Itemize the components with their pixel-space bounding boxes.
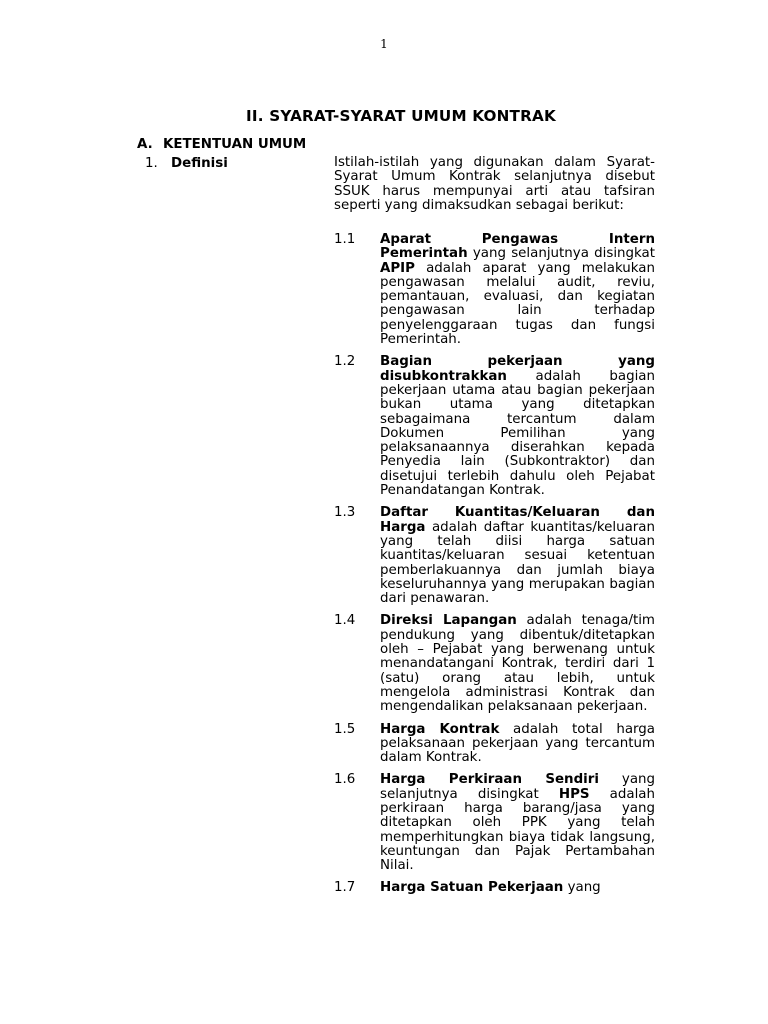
definition-body-cont: adalah perkiraan harga barang/jasa yang ditetapkan oleh PPK yang telah memperhitungkan biaya tidak langsung, keuntungan dan Pajak Pertambahan Nilai. [380,786,655,874]
definition-item [334,614,655,714]
definition-item [334,723,655,766]
definition-text [380,773,655,873]
definition-text [380,723,655,766]
definition-item [334,506,655,606]
definition-term: Aparat Pengawas Intern Pemerintah [380,232,655,262]
definition-number: 1.3 [334,505,356,521]
definition-term: Direksi Lapangan [380,613,517,629]
definition-number: 1.6 [334,772,356,788]
section-heading [137,137,306,152]
document-title: II. SYARAT-SYARAT UMUM KONTRAK [246,107,556,125]
definition-number: 1.2 [334,354,356,370]
definition-body: adalah daftar kuantitas/keluaran yang telah diisi harga satuan kuantitas/keluaran sesuai ketentuan pemberlakuannya dan jumlah biaya keseluruhannya yang merupakan bagian dari penawaran. [380,519,655,607]
item-label: Definisi [171,156,228,171]
definition-body: adalah total harga pelaksanaan pekerjaan yang tercantum dalam Kontrak. [380,721,655,766]
definition-term: Harga Satuan Pekerjaan [380,880,564,896]
definition-number: 1.1 [334,232,356,247]
page-number: 1 [380,37,388,51]
definition-body: yang selanjutnya disingkat [467,246,655,262]
intro-paragraph: Istilah-istilah yang digunakan dalam Syarat-Syarat Umum Kontrak selanjutnya disebut SSUK harus mempunyai arti atau tafsiran seperti yang dimaksudkan sebagai berikut: [334,155,655,214]
definition-term: Harga Perkiraan Sendiri [380,772,599,788]
definition-text [380,614,655,714]
definition-number: 1.5 [334,721,356,737]
definition-item [334,355,655,498]
definition-abbreviation: HPS [558,786,590,802]
section-heading-text: KETENTUAN UMUM [163,137,307,152]
definition-text [380,506,655,606]
definition-body: yang selanjutnya disingkat [380,772,656,802]
definition-text [380,233,655,347]
definition-number: 1.7 [334,880,356,896]
definition-text [380,881,655,895]
definitions-list [334,233,655,904]
definition-number: 1.4 [334,613,356,629]
definition-body-cont: adalah aparat yang melakukan pengawasan melalui audit, reviu, pemantauan, evaluasi, dan kegiatan pengawasan lain terhadap penyelenggaraan tugas dan fungsi Pemerintah. [380,260,655,348]
definition-abbreviation: APIP [380,260,415,276]
section-letter: A. [137,137,153,152]
definition-body: yang [563,880,601,896]
definition-term: Daftar Kuantitas/Keluaran dan Harga [380,505,655,535]
definition-term: Bagian pekerjaan yang disubkontrakkan [380,354,655,384]
definition-item [334,233,655,347]
item-number: 1. [145,156,158,171]
definition-item [334,881,655,895]
definition-body: adalah bagian pekerjaan utama atau bagian pekerjaan bukan utama yang ditetapkan sebagaimana tercantum dalam Dokumen Pemilihan yang pelaksanaannya diserahkan kepada Penyedia lain (Subkontraktor) dan disetujui terlebih dahulu oleh Pejabat Penandatangan Kontrak. [380,368,655,499]
definition-text [380,355,655,498]
definition-body: adalah tenaga/tim pendukung yang dibentuk/ditetapkan oleh – Pejabat yang berwenang untuk menandatangani Kontrak, terdiri dari 1 (satu) orang atau lebih, untuk mengelola administrasi Kontrak dan mengendalikan pelaksanaan pekerjaan. [380,613,655,715]
definition-item [334,773,655,873]
definition-term: Harga Kontrak [380,721,500,737]
